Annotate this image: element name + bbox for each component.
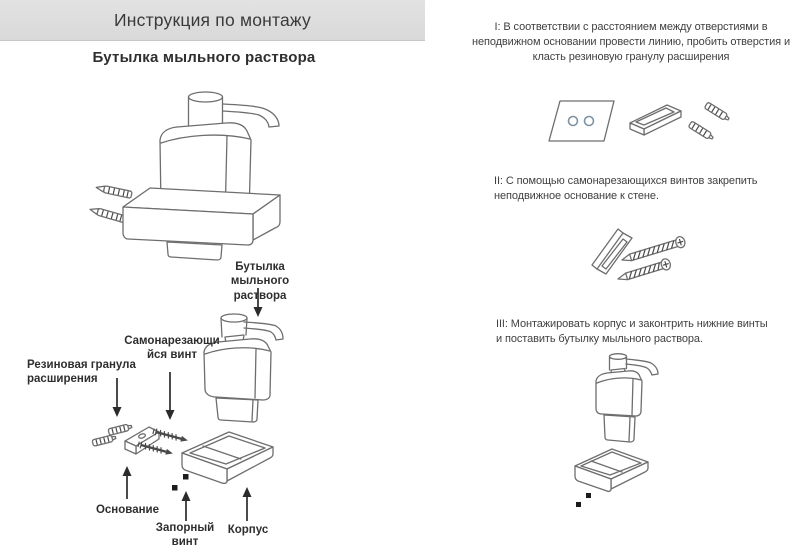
- wall-screw-icon: [96, 184, 133, 198]
- label-body: Корпус: [227, 524, 269, 536]
- step-text-line: II: С помощью самонарезающихся винтов закрепить: [494, 175, 758, 187]
- step-text-line: неподвижное основание к стене.: [494, 190, 659, 203]
- locking-screw-icon: [576, 502, 581, 507]
- step-2-text: [494, 174, 774, 204]
- rubber-plug-icon: [688, 121, 714, 141]
- label-rubber-plug: Резиновая гранула расширения: [27, 359, 136, 386]
- step-2-illustration: [585, 222, 750, 307]
- step-1-text: [462, 20, 800, 66]
- rubber-plug-icon: [108, 423, 132, 435]
- rubber-plug-icon: [92, 434, 116, 446]
- step-text-line: неподвижном основании провести линию, пробить отверстия и: [471, 36, 791, 49]
- label-base: Основание: [95, 504, 160, 516]
- label-bottle: Бутылка мыльного раствора: [230, 261, 290, 302]
- page-title: Инструкция по монтажу: [114, 9, 311, 30]
- step-text-line: III: Монтажировать корпус и законтрить нижние винты: [496, 318, 768, 330]
- locking-screw-icon: [183, 474, 189, 480]
- rubber-plug-icon: [704, 102, 730, 122]
- base-block: [592, 229, 632, 274]
- label-locking-screw: Запорный винт: [155, 522, 215, 549]
- holder-body: [575, 449, 648, 491]
- bottle-with-pump: [596, 354, 658, 442]
- label-self-tapping-screw: Самонарезающи йся винт: [124, 335, 220, 362]
- self-tapping-screw-icon: [616, 258, 671, 285]
- step-text-line: класть резиновую гранулу расширения: [532, 51, 730, 64]
- exploded-body: [182, 432, 273, 483]
- wall-bracket: [123, 188, 280, 260]
- title-bar: [0, 0, 425, 41]
- step-3-illustration: [552, 350, 692, 518]
- exploded-bottle: [204, 314, 283, 422]
- locking-screw-icon: [586, 493, 591, 498]
- step-text-line: и поставить бутылку мыльного раствора.: [496, 333, 703, 346]
- assembled-dispenser-illustration: [90, 76, 315, 258]
- locking-screw-icon: [172, 485, 178, 491]
- step-text-line: I: В соответствии с расстоянием между отверстиями в: [494, 21, 768, 33]
- step-1-illustration: [540, 90, 750, 158]
- product-subtitle: Бутылка мыльного раствора: [92, 49, 316, 66]
- drill-template-plate: [549, 101, 614, 141]
- wall-screw-icon: [89, 206, 126, 223]
- base-block: [630, 105, 681, 135]
- step-3-text: [496, 317, 796, 347]
